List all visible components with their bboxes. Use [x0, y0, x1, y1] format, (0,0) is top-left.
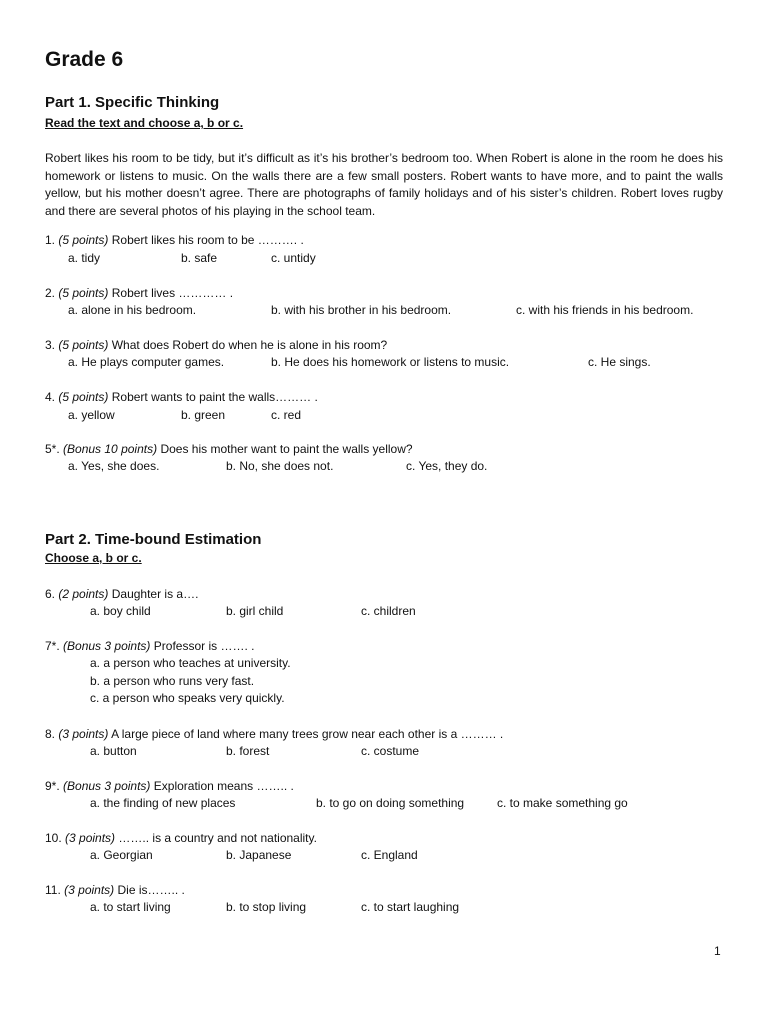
option-b: b. No, she does not.: [226, 459, 334, 473]
option-b: b. green: [181, 408, 226, 422]
option-c: c. a person who speaks very quickly.: [90, 691, 285, 705]
option-b: b. He does his homework or listens to music.: [271, 355, 510, 369]
question-2: [45, 286, 233, 300]
option-c: c. with his friends in his bedroom.: [516, 303, 694, 317]
question-points: (3 points): [58, 727, 109, 741]
question-text: Robert likes his room to be ………. .: [111, 233, 304, 247]
option-c: c. costume: [361, 744, 420, 758]
question-number: 9*.: [45, 779, 60, 793]
question-text: Daughter is a….: [111, 587, 199, 601]
question-points: (Bonus 10 points): [63, 442, 158, 456]
option-b: b. with his brother in his bedroom.: [271, 303, 452, 317]
question-text: Professor is ……. .: [153, 639, 255, 653]
option-c: c. to make something go: [497, 796, 628, 810]
question-3: [45, 338, 387, 352]
option-a: a. the finding of new places: [90, 796, 236, 810]
option-b: b. a person who runs very fast.: [90, 674, 255, 688]
option-a: a. Yes, she does.: [68, 459, 160, 473]
question-number: 2.: [45, 286, 56, 300]
option-a: a. He plays computer games.: [68, 355, 225, 369]
option-a: a. Georgian: [90, 848, 153, 862]
part2-instruction: Choose a, b or c.: [45, 551, 142, 565]
question-points: (2 points): [58, 587, 109, 601]
question-11: [45, 883, 185, 897]
option-b: b. to go on doing something: [316, 796, 465, 810]
question-6: [45, 587, 198, 601]
part1-instruction: Read the text and choose a, b or c.: [45, 116, 244, 130]
question-text: Robert lives ………… .: [111, 286, 234, 300]
option-a: a. yellow: [68, 408, 115, 422]
question-points: (Bonus 3 points): [63, 639, 151, 653]
question-number: 4.: [45, 390, 56, 404]
question-7: [45, 639, 254, 653]
part2-heading: Part 2. Time-bound Estimation: [45, 531, 262, 548]
question-number: 11.: [45, 883, 61, 897]
option-c: c. untidy: [271, 251, 316, 265]
question-number: 10.: [45, 831, 62, 845]
question-number: 8.: [45, 727, 56, 741]
option-b: b. Japanese: [226, 848, 292, 862]
question-10: [45, 831, 317, 845]
question-text: A large piece of land where many trees grow near each other is a ……… .: [111, 727, 504, 741]
option-a: a. tidy: [68, 251, 101, 265]
page-number: 1: [714, 944, 721, 958]
question-text: Die is…….. .: [117, 883, 185, 897]
option-a: a. boy child: [90, 604, 151, 618]
option-b: b. safe: [181, 251, 218, 265]
question-4: [45, 390, 318, 404]
question-points: (5 points): [58, 390, 109, 404]
option-b: b. forest: [226, 744, 270, 758]
option-c: c. children: [361, 604, 416, 618]
option-b: b. to stop living: [226, 900, 307, 914]
question-points: (5 points): [58, 286, 109, 300]
question-number: 5*.: [45, 442, 60, 456]
option-c: c. England: [361, 848, 418, 862]
question-text: Exploration means …….. .: [153, 779, 294, 793]
option-b: b. girl child: [226, 604, 284, 618]
option-c: c. He sings.: [588, 355, 651, 369]
question-9: [45, 779, 294, 793]
page-title: Grade 6: [45, 48, 124, 71]
option-a: a. a person who teaches at university.: [90, 656, 291, 670]
question-points: (3 points): [64, 883, 115, 897]
question-1: [45, 233, 304, 247]
question-5: [45, 442, 413, 456]
question-points: (Bonus 3 points): [63, 779, 151, 793]
question-number: 1.: [45, 233, 56, 247]
question-text: Robert wants to paint the walls……… .: [111, 390, 318, 404]
question-points: (3 points): [65, 831, 116, 845]
option-c: c. Yes, they do.: [406, 459, 488, 473]
question-number: 7*.: [45, 639, 60, 653]
reading-passage: Robert likes his room to be tidy, but it’s difficult as it’s his brother’s bedroom too. When Robert is alone in the room he does his homework or listens to music. On the walls there are a few small posters. Robert wants to have more, and to paint the walls yellow, but his mother doesn’t agree. There are photographs of family holidays and of his sister’s children. Robert loves rugby and there are several photos of his playing in the school team.: [45, 151, 723, 218]
question-number: 3.: [45, 338, 56, 352]
question-points: (5 points): [58, 338, 109, 352]
question-text: What does Robert do when he is alone in his room?: [111, 338, 388, 352]
question-number: 6.: [45, 587, 56, 601]
question-8: [45, 727, 503, 741]
option-a: a. alone in his bedroom.: [68, 303, 197, 317]
question-text: Does his mother want to paint the walls yellow?: [160, 442, 413, 456]
question-text: …….. is a country and not nationality.: [118, 831, 317, 845]
option-a: a. to start living: [90, 900, 171, 914]
question-points: (5 points): [58, 233, 109, 247]
option-c: c. to start laughing: [361, 900, 460, 914]
part1-heading: Part 1. Specific Thinking: [45, 94, 220, 111]
option-c: c. red: [271, 408, 302, 422]
option-a: a. button: [90, 744, 137, 758]
